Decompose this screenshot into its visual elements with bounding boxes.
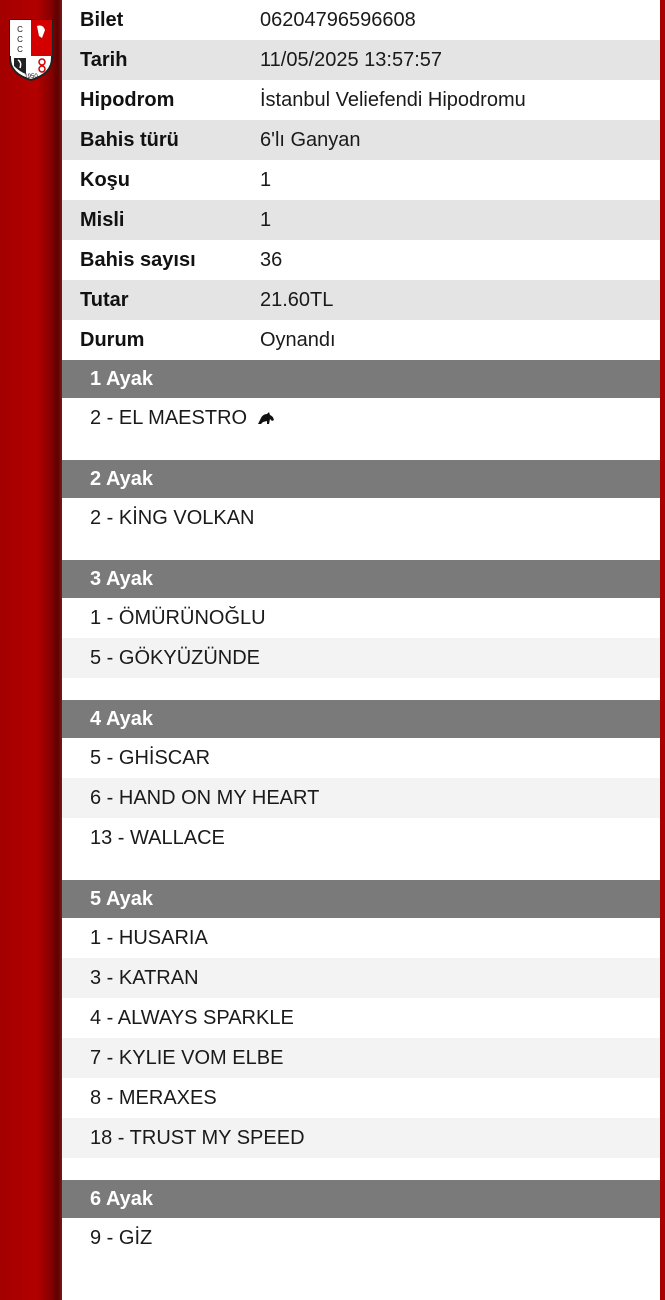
horse-name: 9 - GİZ [90,1226,153,1249]
info-label: Koşu [80,168,130,191]
info-value: 21.60TL [260,288,334,311]
info-value: İstanbul Veliefendi Hipodromu [260,88,526,111]
leg-header: 4 Ayak [62,700,660,738]
horse-name: 2 - KİNG VOLKAN [90,506,255,529]
info-label: Bilet [80,8,124,31]
horse-name: 1 - HUSARIA [90,926,208,949]
leg-header: 1 Ayak [62,360,660,398]
leg-spacer [62,538,660,560]
legs-list [62,360,660,1280]
info-row [62,320,660,360]
leg-header: 6 Ayak [62,1180,660,1218]
info-row [62,160,660,200]
horse-row [62,818,660,858]
info-row [62,240,660,280]
info-label: Hipodrom [80,88,175,111]
info-value: Oynandı [260,328,336,351]
horse-name: 3 - KATRAN [90,966,199,989]
info-value: 06204796596608 [260,8,416,31]
info-label: Tutar [80,288,129,311]
info-row [62,200,660,240]
club-logo-icon [6,18,56,82]
info-value: 1 [260,208,272,231]
horse-row [62,958,660,998]
svg-text:C: C [17,45,23,54]
ticket-details [62,0,660,1300]
horse-name: 2 - EL MAESTRO [90,406,248,429]
info-label: Bahis sayısı [80,248,196,271]
horse-row [62,398,660,438]
info-row [62,0,660,40]
leg-section [62,360,660,460]
horse-name: 7 - KYLIE VOM ELBE [90,1046,284,1069]
leg-section [62,1180,660,1280]
horse-name: 5 - GÖKYÜZÜNDE [90,646,261,669]
horse-row [62,1118,660,1158]
horse-row [62,998,660,1038]
horse-row [62,778,660,818]
leg-section [62,560,660,700]
svg-text:C: C [17,25,23,34]
horse-row [62,1218,660,1258]
svg-text:C: C [17,35,23,44]
horse-name: 6 - HAND ON MY HEART [90,786,320,809]
leg-spacer [62,678,660,700]
info-value: 1 [260,168,272,191]
leg-header: 3 Ayak [62,560,660,598]
info-value: 6'lı Ganyan [260,128,361,151]
right-border [660,0,665,1300]
horse-name: 8 - MERAXES [90,1086,217,1109]
horse-name: 1 - ÖMÜRÜNOĞLU [90,606,266,629]
horse-row [62,638,660,678]
info-label: Misli [80,208,125,231]
info-label: Bahis türü [80,128,179,151]
ticket-info-table [62,0,660,360]
horse-name: 13 - WALLACE [90,826,225,849]
horse-icon [257,411,275,425]
leg-header: 2 Ayak [62,460,660,498]
horse-row [62,498,660,538]
leg-spacer [62,438,660,460]
leg-spacer [62,1158,660,1180]
leg-section [62,880,660,1180]
horse-name: 5 - GHİSCAR [90,746,211,769]
sidebar [0,0,62,1300]
horse-row [62,918,660,958]
horse-row [62,598,660,638]
info-row [62,280,660,320]
info-row [62,120,660,160]
horse-row [62,738,660,778]
info-value: 11/05/2025 13:57:57 [260,48,443,71]
leg-section [62,460,660,560]
info-value: 36 [260,248,283,271]
info-row [62,40,660,80]
info-label: Durum [80,328,145,351]
leg-section [62,700,660,880]
info-row [62,80,660,120]
horse-name: 18 - TRUST MY SPEED [90,1126,305,1149]
svg-text:1950: 1950 [24,74,38,80]
info-label: Tarih [80,48,128,71]
horse-row [62,1078,660,1118]
leg-header: 5 Ayak [62,880,660,918]
leg-spacer [62,858,660,880]
horse-row [62,1038,660,1078]
leg-spacer [62,1258,660,1280]
horse-name: 4 - ALWAYS SPARKLE [90,1006,294,1029]
